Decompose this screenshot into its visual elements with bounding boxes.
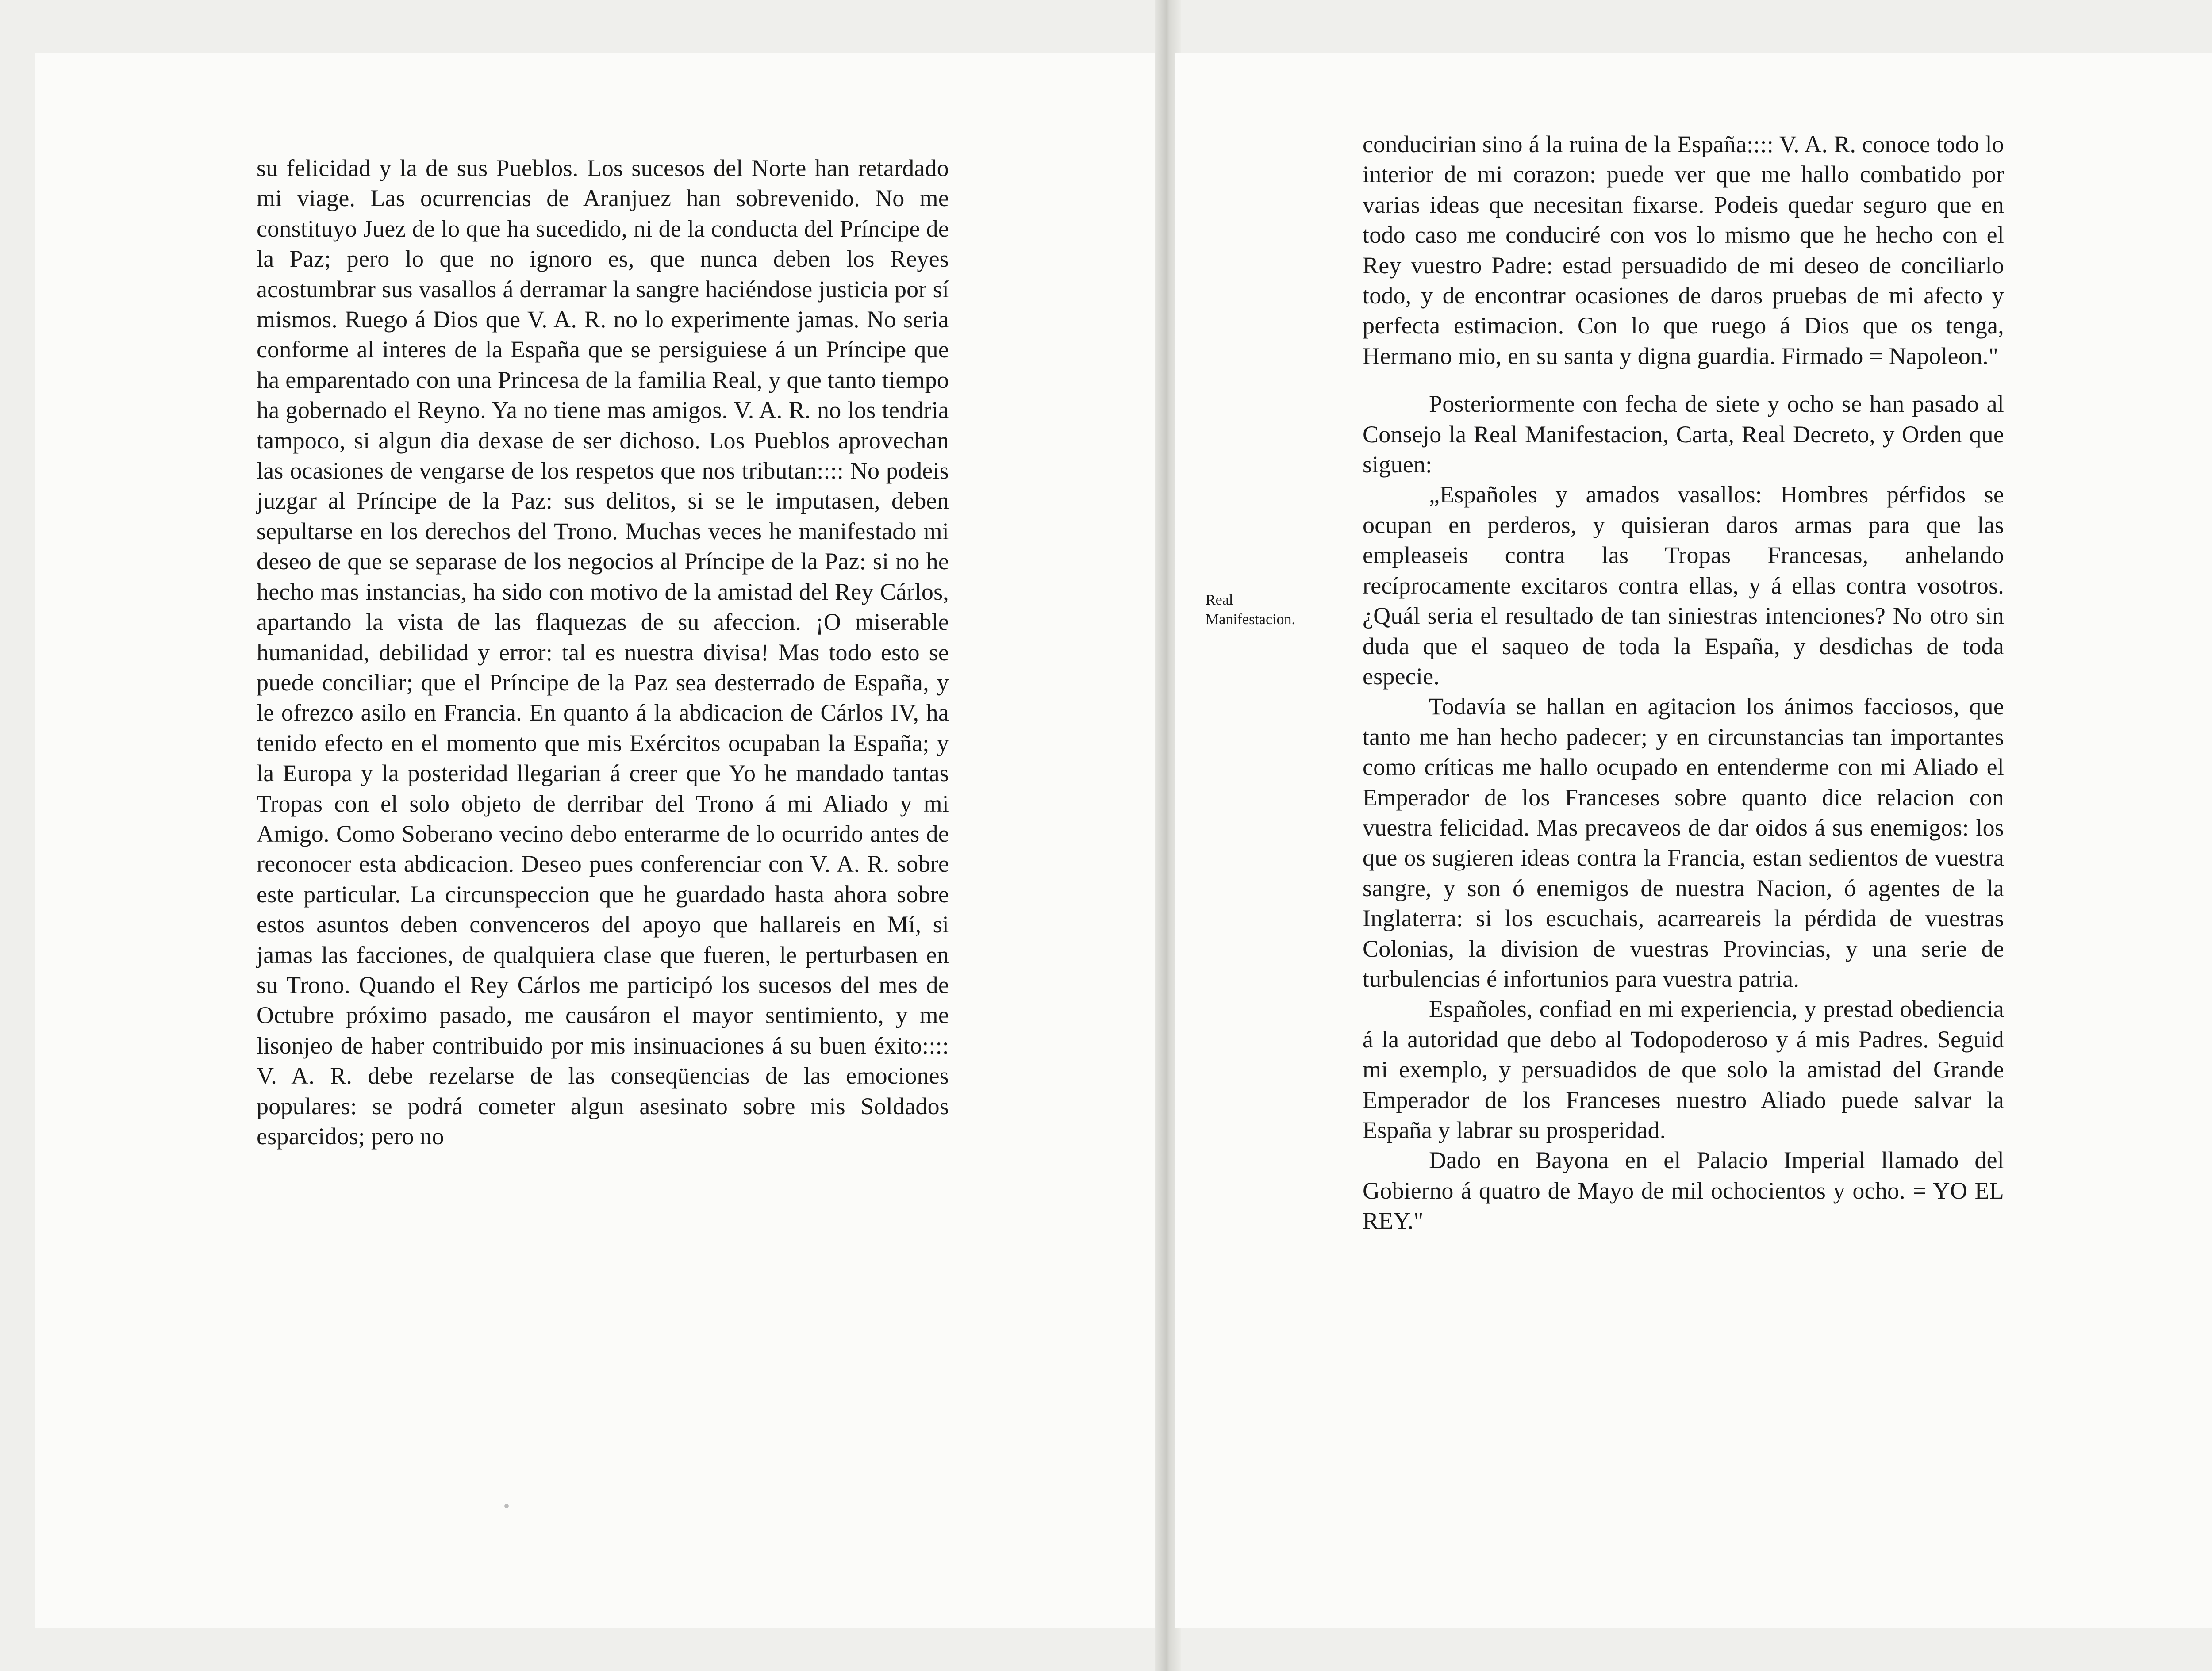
margin-note-real-manifestacion: Real Manifestacion. [1206, 592, 1295, 628]
left-page-text [257, 153, 949, 1151]
right-paragraph-3: „Españoles y amados vasallos: Hombres pérfidos se ocupan en perderos, y quisieran daros armas para que las empleaseis contra las Tropas Francesas, anhelando recíprocamente excitaros contra ellas, y á ellas contra vosotros. ¿Quál seria el resultado de tan siniestras intenciones? No otro sin duda que el saqueo de toda la España, y desdichas de toda especie. [1363, 481, 2004, 690]
right-paragraph-2: Posteriormente con fecha de siete y ocho se han pasado al Consejo la Real Manifestacion, Carta, Real Decreto, y Orden que siguen: [1363, 391, 2004, 478]
right-paragraph-1: conducirian sino á la ruina de la España:::: V. A. R. conoce todo lo interior de mi corazon: puede ver que me hallo combatido por varias ideas que necesitan fixarse. Podeis quedar seguro que en todo caso me conduciré con vos lo mismo que he hecho con el Rey vuestro Padre: estad persuadido de mi deseo de conciliarlo todo, y de encontrar ocasiones de daros pruebas de mi afecto y perfecta estimacion. Con lo que ruego á Dios que os tenga, Hermano mio, en su santa y digna guardia. Firmado = Napoleon." [1363, 131, 2004, 369]
right-page-text [1363, 129, 2004, 1236]
left-page-paragraph: su felicidad y la de sus Pueblos. Los sucesos del Norte han retardado mi viage. Las ocurrencias de Aranjuez han sobrevenido. No me constituyo Juez de lo que ha sucedido, ni de la conducta del Príncipe de la Paz; pero lo que no ignoro es, que nunca deben los Reyes acostumbrar sus vasallos á derramar la sangre haciéndose justicia por sí mismos. Ruego á Dios que V. A. R. no lo experimente jamas. No seria conforme al interes de la España que se persiguiese á un Príncipe que ha emparentado con una Princesa de la familia Real, y que tanto tiempo ha gobernado el Reyno. Ya no tiene mas amigos. V. A. R. no los tendria tampoco, si algun dia dexase de ser dichoso. Los Pueblos aprovechan las ocasiones de vengarse de los respetos que nos tributan:::: No podeis juzgar al Príncipe de la Paz: sus delitos, si se le imputasen, deben sepultarse en los derechos del Trono. Muchas veces he manifestado mi deseo de que se separase de los negocios al Príncipe de la Paz: si no he hecho mas instancias, ha sido con motivo de la amistad del Rey Cárlos, apartando la vista de las flaquezas de su afeccion. ¡O miserable humanidad, debilidad y error: tal es nuestra divisa! Mas todo esto se puede conciliar; que el Príncipe de la Paz sea desterrado de España, y le ofrezco asilo en Francia. En quanto á la abdicacion de Cárlos IV, ha tenido efecto en el momento que mis Exércitos ocupaban la España; y la Europa y la posteridad llegarian á creer que Yo he mandado tantas Tropas con el solo objeto de derribar del Trono á mi Aliado y mi Amigo. Como Soberano vecino debo enterarme de lo ocurrido antes de reconocer esta abdicacion. Deseo pues conferenciar con V. A. R. sobre este particular. La circunspeccion que he guardado hasta ahora sobre estos asuntos deben convenceros del apoyo que hallareis en Mí, si jamas las facciones, de qualquiera clase que fueren, le perturbasen en su Trono. Quando el Rey Cárlos me participó los sucesos del mes de Octubre próximo pasado, me causáron el mayor sentimiento, y me lisonjeo de haber contribuido por mis insinuaciones á su buen éxito:::: V. A. R. debe rezelarse de las conseqüencias de las emociones populares: se podrá cometer algun asesinato sobre mis Soldados esparcidos; pero no [257, 155, 949, 1150]
paper-speck [504, 1504, 509, 1508]
right-paragraph-5: Españoles, confiad en mi experiencia, y prestad obediencia á la autoridad que debo al Todopoderoso y á mis Padres. Seguid mi exemplo, y persuadidos de que solo la amistad del Grande Emperador de los Franceses nuestro Aliado puede salvar la España y labrar su prosperidad. [1363, 996, 2004, 1143]
right-paragraph-4: Todavía se hallan en agitacion los ánimos facciosos, que tanto me han hecho padecer; y en circunstancias tan importantes como críticas me hallo ocupado en entenderme con mi Aliado el Emperador de los Franceses sobre quanto dice relacion con vuestra felicidad. Mas precaveos de dar oidos á sus enemigos: los que os sugieren ideas contra la Francia, estan sedientos de vuestra sangre, y son ó enemigos de nuestra Nacion, ó agentes de la Inglaterra: si los escuchais, acarreareis la pérdida de vuestras Colonias, la division de vuestras Provincias, y una serie de turbulencias é infortunios para vuestra patria. [1363, 693, 2004, 992]
right-paragraph-6: Dado en Bayona en el Palacio Imperial llamado del Gobierno á quatro de Mayo de mil ochocientos y ocho. = YO EL REY." [1363, 1147, 2004, 1234]
